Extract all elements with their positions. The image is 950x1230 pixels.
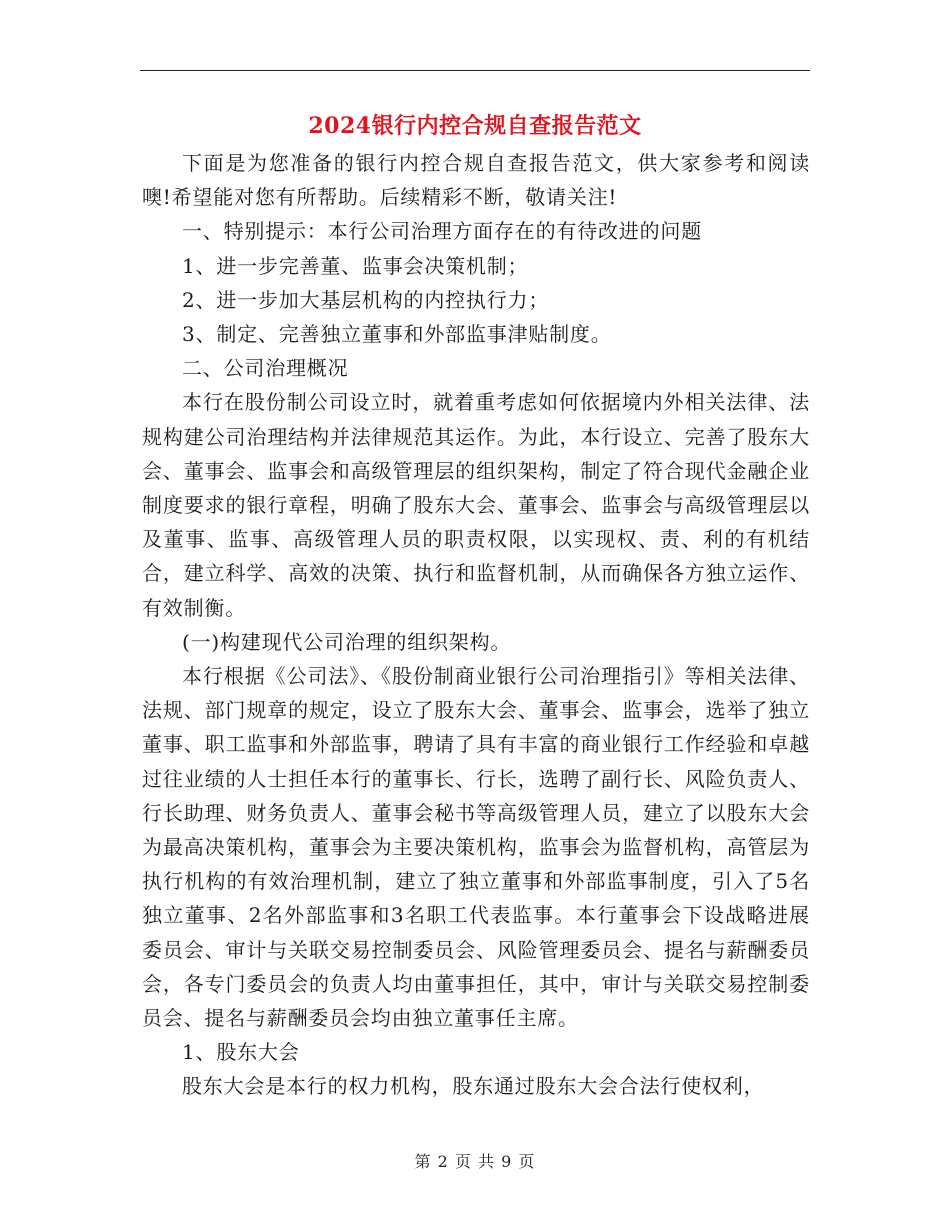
paragraph-intro: 下面是为您准备的银行内控合规自查报告范文，供大家参考和阅读噢!希望能对您有所帮助。后续精彩不断，敬请关注!: [142, 151, 810, 210]
list-item-1: 1、进一步完善董、监事会决策机制；: [182, 253, 529, 278]
heading-governance-overview: 二、公司治理概况: [182, 356, 349, 381]
paragraph-governance: 本行在股份制公司设立时，就着重考虑如何依据境内外相关法律、法规构建公司治理结构并法律规范其运作。为此，本行设立、完善了股东大会、董事会、监事会和高级管理层的组织架构，制定了符合现代金融企业制度要求的银行章程，明确了股东大会、董事会、监事会与高级管理层以及董事、监事、高级管理人员的职责权限，以实现权、责、利的有机结合，建立科学、高效的决策、执行和监督机制，从而确保各方独立运作、有效制衡。: [142, 390, 810, 620]
list-item-2: 2、进一步加大基层机构的内控执行力；: [182, 287, 550, 312]
heading-special-notice: 一、特别提示：本行公司治理方面存在的有待改进的问题: [182, 219, 702, 244]
subheading-shareholders-meeting: 1、股东大会: [182, 1040, 300, 1065]
document-body: [142, 146, 810, 1104]
list-item-3: 3、制定、完善独立董事和外部监事津贴制度。: [182, 322, 612, 347]
header-rule: [140, 70, 810, 71]
page-number: 第 2 页 共 9 页: [414, 1152, 536, 1171]
document-title: 2024银行内控合规自查报告范文: [308, 113, 642, 139]
paragraph-shareholders-meeting: 股东大会是本行的权力机构，股东通过股东大会合法行使权利，: [182, 1074, 765, 1099]
paragraph-organization: 本行根据《公司法》、《股份制商业银行公司治理指引》等相关法律、法规、部门规章的规定，设立了股东大会、董事会、监事会，选举了独立董事、职工监事和外部监事，聘请了具有丰富的商业银行工作经验和卓越过往业绩的人士担任本行的董事长、行长，选聘了副行长、风险负责人、行长助理、财务负责人、董事会秘书等高级管理人员，建立了以股东大会为最高决策机构，董事会为主要决策机构，监事会为监督机构，高管层为执行机构的有效治理机制，建立了独立董事和外部监事制度，引入了5名独立董事、2名外部监事和3名职工代表监事。本行董事会下设战略进展委员会、审计与关联交易控制委员会、风险管理委员会、提名与薪酬委员会，各专门委员会的负责人均由董事担任，其中，审计与关联交易控制委员会、提名与薪酬委员会均由独立董事任主席。: [142, 664, 810, 1031]
subheading-organization: (一)构建现代公司治理的组织架构。: [182, 629, 512, 654]
